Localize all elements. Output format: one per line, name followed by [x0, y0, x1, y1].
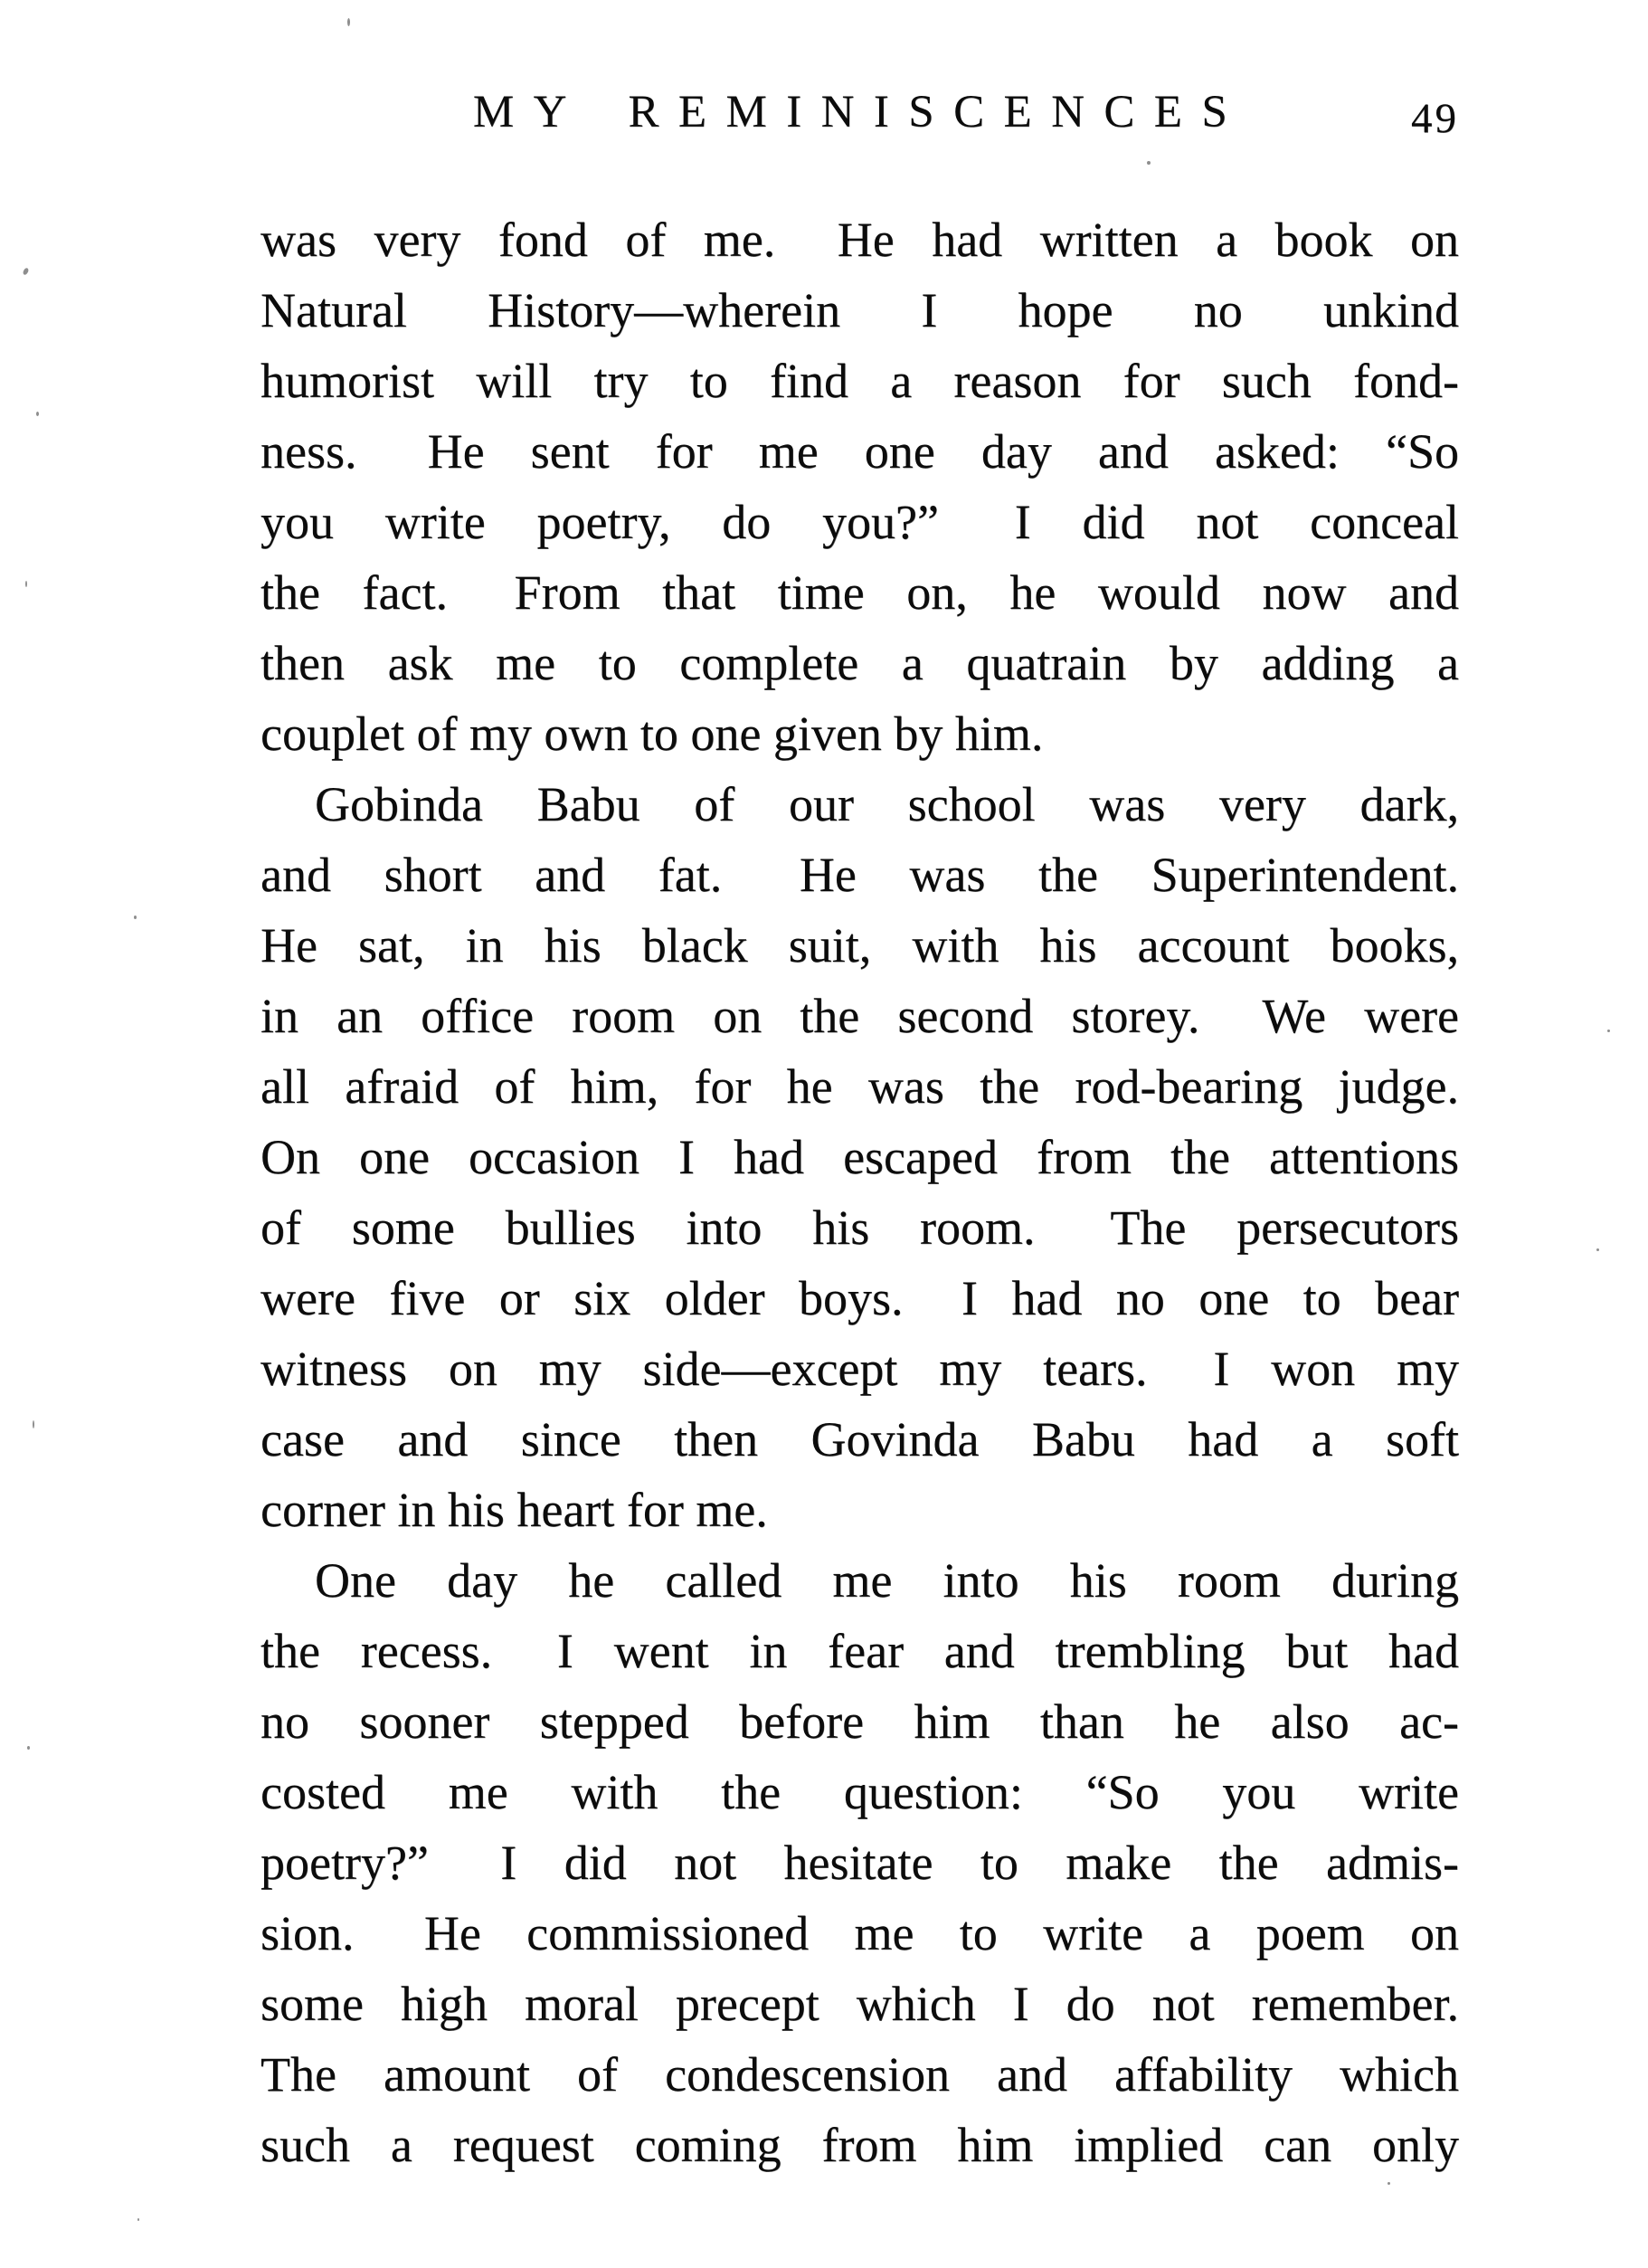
scan-artifact: [25, 581, 27, 587]
text-line: you write poetry, do you?” I did not conceal: [260, 495, 1459, 549]
text-line: sion. He commissioned me to write a poem on: [260, 1906, 1459, 1960]
scan-artifact: [27, 1746, 30, 1750]
scan-artifact: [1147, 161, 1151, 165]
page-title: MY REMINISCENCES: [472, 87, 1247, 138]
text-line: was very fond of me. He had written a book on: [260, 213, 1459, 267]
scan-artifact: [137, 2218, 139, 2221]
text-line: Gobinda Babu of our school was very dark,: [315, 777, 1459, 831]
scan-artifact: [22, 267, 29, 275]
scan-artifact: [134, 916, 137, 919]
text-line: case and since then Govinda Babu had a soft: [260, 1412, 1459, 1466]
text-line: were five or six older boys. I had no one to bear: [260, 1271, 1459, 1325]
scan-artifact: [347, 18, 350, 26]
text-line: all afraid of him, for he was the rod-bearing judge.: [260, 1059, 1459, 1114]
text-line: Natural History—wherein I hope no unkind: [260, 283, 1459, 337]
running-header: [260, 85, 1459, 148]
text-line: no sooner stepped before him than he also ac-: [260, 1694, 1459, 1749]
page-number: 49: [1411, 95, 1459, 142]
text-line: in an office room on the second storey. We were: [260, 989, 1459, 1043]
text-line: poetry?” I did not hesitate to make the admis-: [260, 1836, 1459, 1890]
text-line: The amount of condescension and affability which: [260, 2047, 1459, 2102]
text-line: couplet of my own to one given by him.: [260, 707, 1044, 761]
text-line: ness. He sent for me one day and asked: “So: [260, 424, 1459, 479]
text-line: humorist will try to find a reason for such fond-: [260, 354, 1459, 408]
page-body: [260, 204, 1459, 2180]
text-line: the fact. From that time on, he would now and: [260, 565, 1459, 620]
scan-artifact: [36, 412, 39, 416]
text-line: witness on my side—except my tears. I won my: [260, 1342, 1459, 1396]
text-line: One day he called me into his room during: [315, 1553, 1459, 1608]
text-line: such a request coming from him implied can only: [260, 2118, 1459, 2172]
text-line: costed me with the question: “So you write: [260, 1765, 1459, 1819]
text-line: and short and fat. He was the Superintendent.: [260, 848, 1459, 902]
scan-artifact: [1388, 2182, 1390, 2185]
text-line: On one occasion I had escaped from the attentions: [260, 1130, 1459, 1184]
text-line: corner in his heart for me.: [260, 1483, 768, 1537]
text-line: the recess. I went in fear and trembling but had: [260, 1624, 1459, 1678]
text-line: He sat, in his black suit, with his account books,: [260, 918, 1459, 973]
scan-artifact: [33, 1420, 34, 1428]
scan-artifact: [1596, 1248, 1599, 1251]
scan-artifact: [1607, 1030, 1610, 1032]
text-line: then ask me to complete a quatrain by adding a: [260, 636, 1459, 690]
text-line: of some bullies into his room. The persecutors: [260, 1200, 1459, 1255]
text-line: some high moral precept which I do not remember.: [260, 1977, 1459, 2031]
